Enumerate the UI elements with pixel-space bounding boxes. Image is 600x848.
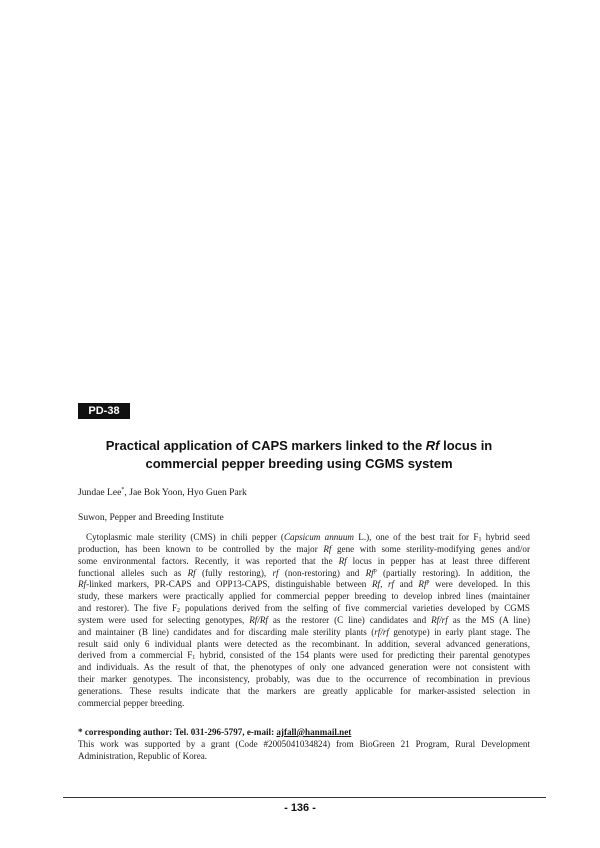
email-link[interactable]: ajfall@hanmail.net	[276, 727, 352, 737]
abstract-text: 1	[192, 655, 196, 662]
abstract-text: and	[394, 579, 419, 590]
affiliation: Suwon, Pepper and Breeding Institute	[78, 512, 224, 523]
abstract-text: Rf	[338, 555, 347, 566]
abstract-line	[78, 650, 530, 662]
abstract-text: 2	[177, 608, 181, 615]
footer-rule	[63, 797, 546, 798]
abstract-line	[78, 532, 530, 544]
abstract-text: generations. These results indicate that the markers are greatly applicable for marker-assisted selection in	[78, 685, 530, 696]
abstract-text: Rf	[371, 579, 381, 590]
author-list: Jundae Lee*, Jae Bok Yoon, Hyo Guen Park	[78, 487, 247, 498]
abstract-text: Rf	[78, 579, 87, 590]
abstract-body	[78, 532, 530, 710]
abstract-line	[78, 591, 530, 603]
abstract-line	[78, 603, 530, 615]
abstract-text: Cytoplasmic male sterility (CMS) in chili pepper (	[86, 532, 284, 542]
abstract-text: L.), one of the best trait for F	[353, 532, 479, 542]
abstract-text: rf/rf	[374, 626, 389, 637]
abstract-text: Capsicum annuum	[283, 532, 354, 542]
abstract-text: gene with some sterility-modifying genes and/or	[331, 543, 531, 554]
abstract-line	[78, 674, 530, 686]
abstract-text: Rf	[365, 567, 374, 578]
abstract-text: and restorer). The five F	[78, 603, 178, 614]
abstract-text: Rf/rf	[431, 614, 448, 625]
abstract-text: -linked markers, PR-CAPS and OPP13-CAPS, distinguishable between	[86, 579, 372, 590]
abstract-text: (non-restoring) and	[278, 567, 366, 578]
funding-line: This work was supported by a grant (Code #2005041034824) from BioGreen 21 Program, Rural Development	[78, 738, 530, 749]
abstract-text: some environmental factors. Recently, it was reported that the	[78, 555, 339, 566]
abstract-text: result said only 6 individual plants were detected as the recombinant. In addition, several advanced generations,	[78, 638, 530, 649]
abstract-text: (partially restoring). In addition, the	[376, 567, 530, 578]
abstract-text: as the restorer (C line) candidates and	[267, 614, 432, 625]
abstract-text: their marker genotypes. The inconsistency, probably, was due to the occurrence of recombination in previous	[78, 674, 530, 685]
abstract-text: Rf	[187, 567, 196, 578]
abstract-line	[78, 615, 530, 627]
corresponding-mark: *	[121, 487, 125, 493]
abstract-line	[78, 698, 530, 710]
corresponding-author-line: * corresponding author: Tel. 031-296-5797, e-mail: ajfall@hanmail.net	[78, 727, 352, 737]
abstract-line	[78, 627, 530, 639]
session-tag: PD-38	[78, 403, 130, 419]
abstract-line	[78, 568, 530, 580]
abstract-text: (fully restoring),	[195, 567, 273, 578]
abstract-text: production, has been known to be controlled by the major	[78, 543, 324, 554]
title-line-1: Practical application of CAPS markers linked to the Rf locus in	[105, 438, 493, 453]
abstract-text: Rf/Rf	[249, 614, 268, 625]
abstract-text: hybrid, consisted of the 154 plants were used for predicting their parental genotypes	[195, 650, 531, 661]
abstract-text: functional alleles such as	[78, 567, 188, 578]
funding-line: Administration, Republic of Korea.	[78, 750, 208, 761]
abstract-text: p	[426, 579, 430, 586]
abstract-text: p	[373, 567, 377, 574]
abstract-text: and maintainer (B line) candidates and for discarding male sterility plants (	[78, 626, 375, 637]
paper-title	[70, 437, 528, 473]
abstract-text: study, these markers were practically applied for commercial pepper breeding to develop inbred lines (maintainer	[78, 591, 530, 602]
abstract-text: rf	[272, 567, 279, 578]
abstract-line	[78, 579, 530, 591]
abstract-text: genotype) in early plant stage. The	[388, 626, 530, 637]
abstract-text: hybrid seed	[481, 532, 530, 542]
abstract-text: commercial pepper breeding.	[78, 697, 185, 708]
abstract-text: Rf	[323, 543, 332, 554]
abstract-text: Rf	[418, 579, 427, 590]
abstract-text: locus in pepper has at least three different	[346, 555, 530, 566]
abstract-text: and individuals. As the result of that, the phenotypes of only one advanced generation were not consistent with	[78, 662, 530, 673]
abstract-text: ,	[380, 579, 388, 590]
abstract-text: were developed. In this	[429, 579, 531, 590]
abstract-text: as the MS (A line)	[447, 614, 530, 625]
abstract-line	[78, 639, 530, 651]
abstract-text: system were used for selecting genotypes,	[78, 614, 250, 625]
abstract-line	[78, 662, 530, 674]
abstract-text: derived from a commercial F	[78, 650, 193, 661]
abstract-line	[78, 686, 530, 698]
abstract-line	[78, 556, 530, 568]
abstract-text: rf	[387, 579, 395, 590]
abstract-text: 1	[478, 537, 482, 543]
page-number: - 136 -	[284, 802, 316, 814]
title-line-2: commercial pepper breeding using CGMS system	[145, 456, 453, 471]
footnote	[78, 727, 530, 762]
abstract-line	[78, 544, 530, 556]
abstract-text: populations derived from the selfing of five commercial varieties developed by CGMS	[180, 603, 530, 614]
